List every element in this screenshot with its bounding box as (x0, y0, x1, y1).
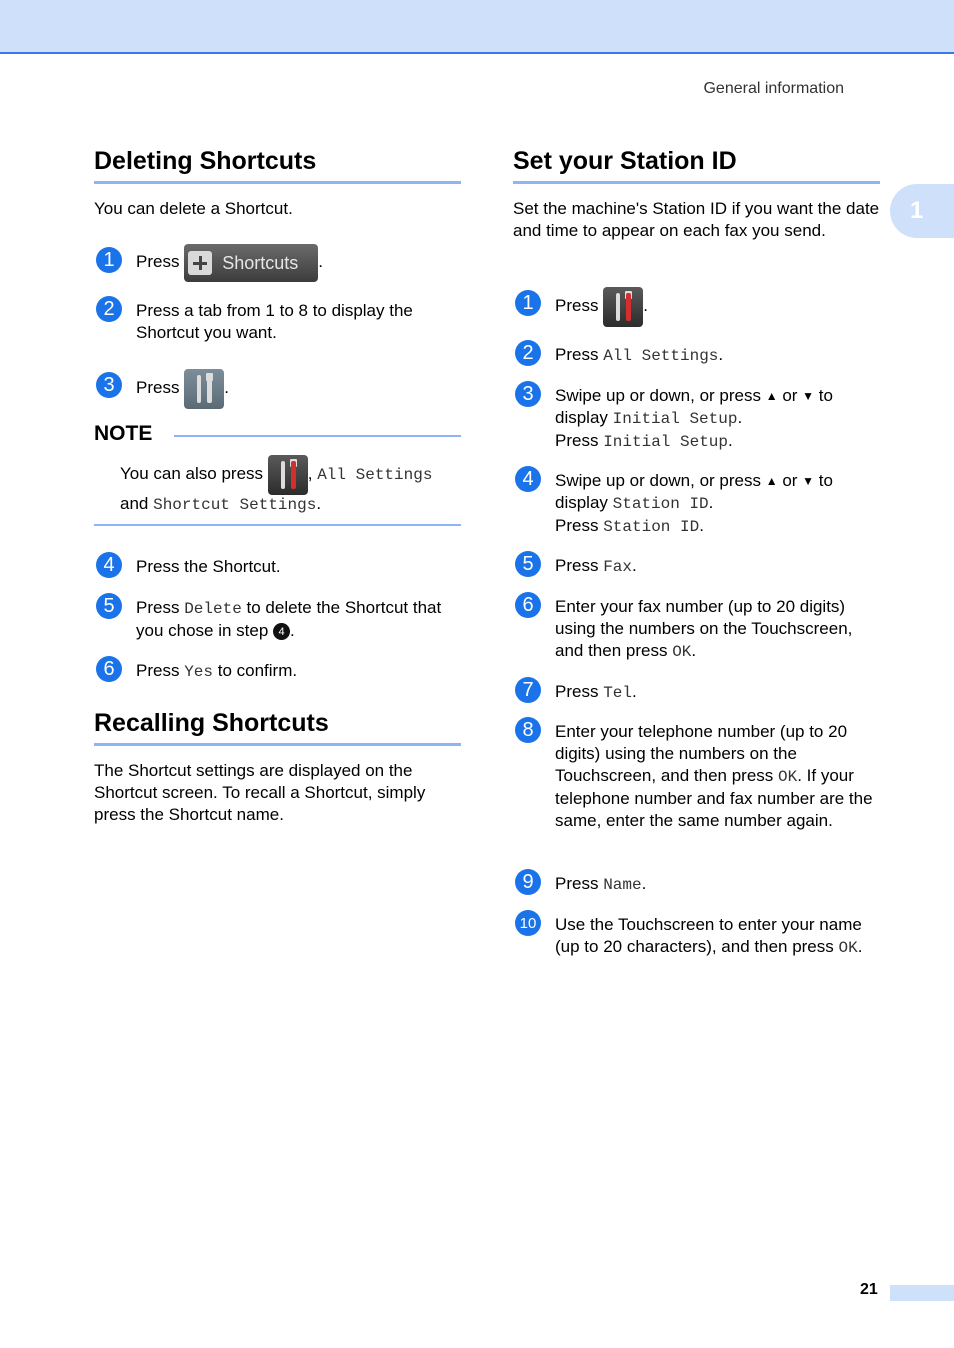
section-title-station-id: Set your Station ID (513, 147, 737, 175)
step-text: . (318, 252, 323, 271)
top-banner (0, 0, 954, 54)
running-head: General information (703, 80, 844, 97)
step-number: 8 (515, 717, 541, 743)
step-5-text (136, 597, 456, 642)
step-2-text: Press a tab from 1 to 8 to display the Shortcut you want. (136, 301, 413, 342)
step-number: 10 (515, 910, 541, 936)
step-number: 5 (515, 551, 541, 577)
step-text: Press (136, 661, 185, 680)
step-number: 4 (515, 466, 541, 492)
step-text: Enter your fax number (up to 20 digits) using the numbers on the Touchscreen, and then press (555, 597, 853, 660)
step-ref-badge: 4 (273, 623, 290, 640)
step-number: 2 (515, 340, 541, 366)
step-code: All Settings (603, 347, 719, 365)
note-text: You can also press (120, 464, 268, 483)
step-code: Station ID (603, 518, 700, 536)
deleting-intro: You can delete a Shortcut. (94, 199, 293, 218)
step-1-text (136, 243, 466, 282)
chapter-tab: 1 (890, 184, 954, 238)
shortcuts-button[interactable] (184, 244, 318, 282)
note-code: All Settings (317, 466, 433, 484)
step-4-text: Press the Shortcut. (136, 557, 281, 576)
step-text: Press (555, 296, 604, 315)
step-text: . (641, 874, 647, 893)
step-text: . If your telephone number and fax number are the same, enter the same number again. (555, 766, 873, 830)
note-text: . (316, 494, 322, 513)
note-line-2 (120, 493, 465, 516)
step-text: Press (136, 378, 185, 397)
step-number: 1 (515, 290, 541, 316)
page-number: 21 (860, 1281, 878, 1298)
note-line-1 (120, 454, 465, 495)
section-rule (94, 181, 461, 184)
section-rule (513, 181, 880, 184)
step-text: display (555, 408, 613, 427)
step-number: 1 (96, 247, 122, 273)
step-code: Fax (603, 558, 632, 576)
note-code: Shortcut Settings (153, 496, 317, 514)
step-code: Initial Setup (603, 433, 729, 451)
step-text: . (718, 345, 724, 364)
step-number: 6 (96, 656, 122, 682)
r-step-4-text (555, 470, 885, 538)
step-code: Station ID (612, 495, 709, 513)
r-step-2-text (555, 344, 875, 367)
step-text: Enter your telephone number (up to 20 digits) using the numbers on the Touchscreen, and then press (555, 722, 848, 785)
note-text: and (120, 494, 154, 513)
step-code: OK (672, 643, 692, 661)
step-text: or (777, 471, 803, 490)
step-code: Yes (184, 663, 213, 681)
step-text: Press (555, 682, 604, 701)
note-rule-bottom (94, 524, 461, 526)
step-number: 3 (96, 372, 122, 398)
step-text: . (708, 493, 714, 512)
step-text: . (691, 641, 697, 660)
arrow-down-icon: ▼ (802, 389, 815, 403)
step-text: Press (136, 598, 185, 617)
step-text: to delete the Shortcut that you chose in step (136, 598, 442, 640)
step-text: display (555, 493, 613, 512)
arrow-up-icon: ▲ (765, 474, 778, 488)
add-icon (188, 251, 212, 275)
step-6-text (136, 660, 456, 683)
recalling-body: The Shortcut settings are displayed on the Shortcut screen. To recall a Shortcut, simply press the Shortcut name. (94, 761, 426, 824)
step-number: 3 (515, 381, 541, 407)
r-step-10-text (555, 914, 875, 959)
step-text: . (699, 516, 704, 535)
step-code: OK (838, 939, 858, 957)
step-number: 2 (96, 296, 122, 322)
step-text: Press (555, 431, 604, 450)
r-step-8-text (555, 721, 885, 832)
settings-tools-icon[interactable] (184, 369, 224, 409)
step-text: Press (555, 874, 604, 893)
r-step-7-text (555, 681, 875, 704)
step-text: Swipe up or down, or press (555, 471, 766, 490)
step-code: OK (778, 768, 798, 786)
r-step-9-text (555, 873, 875, 896)
step-number: 4 (96, 552, 122, 578)
section-rule (94, 743, 461, 746)
step-number: 5 (96, 593, 122, 619)
step-text: . (632, 682, 637, 701)
step-text: Press (136, 252, 185, 271)
r-step-5-text (555, 555, 875, 578)
section-title-deleting: Deleting Shortcuts (94, 147, 317, 175)
step-code: Delete (184, 600, 242, 618)
step-3-text (136, 368, 436, 409)
note-rule-top (174, 435, 461, 437)
step-text: . (643, 296, 648, 315)
section-title-recalling: Recalling Shortcuts (94, 709, 329, 737)
arrow-down-icon: ▼ (802, 474, 815, 488)
step-text: Swipe up or down, or press (555, 386, 766, 405)
step-text: . (728, 431, 733, 450)
arrow-up-icon: ▲ (765, 389, 778, 403)
step-code: Initial Setup (612, 410, 738, 428)
step-text: or (777, 386, 803, 405)
step-text: . (737, 408, 743, 427)
step-text: Press (555, 516, 604, 535)
step-number: 6 (515, 592, 541, 618)
step-text: to (814, 386, 833, 405)
shortcuts-button-label: Shortcuts (222, 252, 299, 273)
r-step-1-text (555, 286, 875, 327)
step-number: 9 (515, 869, 541, 895)
step-text: . (857, 937, 863, 956)
r-step-3-text (555, 385, 885, 453)
step-text: Use the Touchscreen to enter your name (up to 20 characters), and then press (555, 915, 862, 956)
step-text: . (632, 556, 637, 575)
settings-tools-icon[interactable] (268, 455, 308, 495)
settings-tools-icon[interactable] (603, 287, 643, 327)
step-text: to (814, 471, 833, 490)
r-step-6-text (555, 596, 885, 663)
note-text: , (307, 464, 318, 483)
step-code: Tel (603, 684, 632, 702)
step-text: Press (555, 556, 604, 575)
step-number: 7 (515, 677, 541, 703)
step-code: Name (603, 876, 642, 894)
note-title: NOTE (94, 422, 153, 445)
step-text: . (290, 621, 295, 640)
step-text: Press (555, 345, 604, 364)
step-text: to confirm. (213, 661, 298, 680)
page-number-bar (890, 1285, 954, 1301)
step-text: . (224, 378, 229, 397)
station-intro: Set the machine's Station ID if you want the date and time to appear on each fax you send. (513, 199, 880, 240)
